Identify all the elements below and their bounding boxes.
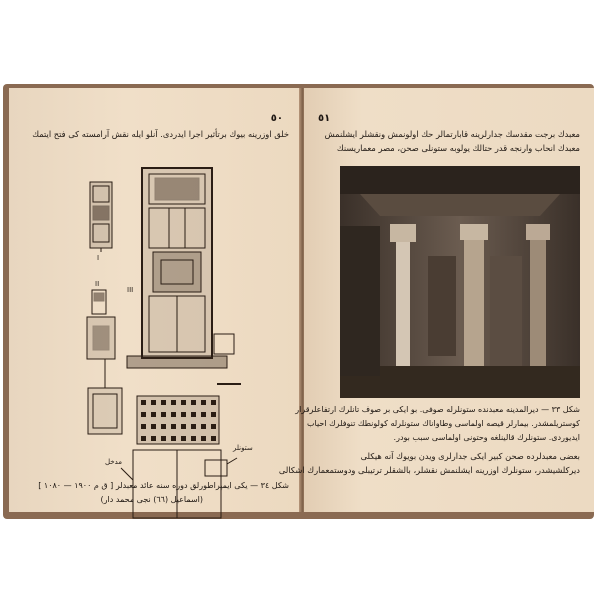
left-caption-line-1: شكل ٣٤ — یكی ایمپراطورلق دوره سنه عائد معبدلر [ ق م ١٩٠٠ — ١٠٨٠ ] [38,481,289,490]
temple-plan-1 [90,182,112,252]
right-header-line-1: معبدك برجت مقدسك جدارلرینه قابارتمالر حك اولونمش ونقشلر ایشلنمش [324,129,580,139]
right-caption-line-2: كوستریلمشدر. بیمارلر قیصه اولماسی وطاواناك ستونلرله كولونطك تنوفلرك احیاب [306,419,580,428]
temple-plan-3 [121,168,241,518]
left-caption-line-2: (اسماعیل (٦٦) نجی محمد دار) [100,495,203,504]
right-caption-line-1: شكل ٣٣ — دیرالمدینه معبدنده ستونلرله صوفی. بو ایكی بر صوف تانلرك ارتفاعلرقرار [295,405,580,414]
temple-plans-figure [9,88,301,512]
plan-3-label: III [127,286,134,294]
right-page [278,88,594,512]
left-header-text: خلق اوزرینه بیوك برتأثیر اجرا ایدردی. آنلو ایله نقش آرامسته کی فتح ایتمك [32,129,289,139]
plan-1-label: I [97,254,100,262]
plan-2-label: II [95,280,100,288]
entrance-label: مدخل [105,458,123,466]
columns-label: ستونلر [233,444,253,452]
left-page [9,88,301,512]
left-page-number: ٥٠ [270,113,283,124]
temple-plan-2 [87,290,122,434]
right-caption-line-3: ایدیوردی. ستونلرك قالینلغه وحتونی اولماسی سبب بودر. [393,433,580,442]
right-body-line-1: بعضی معبدلرده صحن كبیر ایکی جدارلری ویدن بویوك آنه هیكلی [360,451,580,461]
right-page-number: ٥١ [318,113,331,124]
right-header-line-2: معبدك انحاب وارنجه قدر حتالك یولوبه ستونلی صحن، مصر معماریسنك [336,143,580,153]
temple-interior-photo [340,166,580,398]
right-body-line-2: دیركلشیشدر، ستونلرك اوزرینه ایشلنمش نقشلر، بالشقلر ترتیبلی ودوستمعمارك اشكالی [278,465,580,475]
